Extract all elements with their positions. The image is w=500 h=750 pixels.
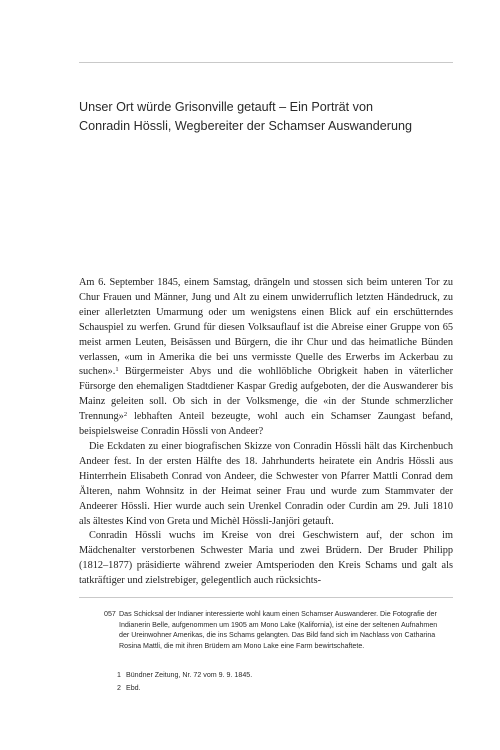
top-rule: [79, 62, 453, 63]
footnote-number: 2: [117, 683, 121, 692]
paragraph-1: [79, 276, 453, 440]
footnote-1: [117, 669, 447, 682]
paragraph-3: Conradin Hössli wuchs im Kreise von drei Geschwistern auf, der schon im Mädchenalter verstorbenen Schwester Maria und zwei Brüdern. Der Bruder Philipp (1812–1877) präsidierte während zweier Amtsperioden den Kreis Schams und galt als tatkräftiger und zielstrebiger, gelegentlich auch rücksichts-: [79, 530, 453, 587]
paragraph-1-part-a: Am 6. September 1845, einem Samstag, drängeln und stossen sich beim unteren Tor zu Chur Frauen und Männer, Jung und Alt zu einem unwiderruflich letzten Händedruck, zu einer allerletzten Umarmung oder um wenigstens einen Blick auf ein erschütterndes Schauspiel zu werfen. Grund für diesen Volksauflauf ist die Abreise einer Gruppe von 65 meist armen Leuten, Beisässen und Bürgern, die ihr Chur und das heimatliche Bünden verlassen, «um in Amerika die bei uns vermisste Quelle des Erwerbs im Ackerbau zu suchen».: [79, 277, 453, 378]
caption-text: [119, 609, 449, 651]
chapter-title: Unser Ort würde Grisonville getauft – Ein Porträt von Conradin Hössli, Wegbereiter der Schamser Auswanderung: [79, 100, 412, 133]
footnote-ref-1: 1: [115, 366, 119, 374]
body-text: [79, 276, 453, 589]
footnote-ref-2: 2: [123, 411, 128, 419]
caption-line-1: Das Schicksal der Indianer interessierte wohl kaum einen Schamser Auswanderer. Die: [119, 610, 391, 618]
footnote-text: Bündner Zeitung, Nr. 72 vom 9. 9. 1845.: [126, 671, 253, 679]
image-caption: [104, 609, 449, 651]
caption-number: 057: [104, 610, 116, 618]
footnote-text: Ebd.: [126, 683, 141, 692]
footnote-2: [117, 682, 447, 695]
paragraph-1-part-b: Bürgermeister Abys und die wohllöbliche Obrigkeit haben in väterlicher Fürsorge den ehemaligen Stadtdiener Kaspar Gredig aufgeboten, der die Auswanderer bis Mainz geleiten soll. Ob sich in der Volksmenge, die «in der Stunde schmerzlicher Trennung»: [79, 366, 453, 423]
caption-rest: Fotografie der Indianerin Belle, aufgenommen um 1905 am Mono Lake (Kalifornia), ist eine der seltenen Aufnahmen der Ureinwohner Amerikas, die ins Schams gelangten. Das Bild fand sich im Nachlass von Catharina Rosina Mattli, die mit ihren Brüdern am Mono Lake eine Farm bewirtschaftete.: [119, 610, 438, 650]
paragraph-2: Die Eckdaten zu einer biografischen Skizze von Conradin Hössli hält das Kirchenbuch Andeer fest. In der ersten Hälfte des 18. Jahrhunderts heiratete ein Andris Hössli aus Hinterrhein Elisabeth Conrad von Andeer, die Schwester von Pfarrer Mattli Conrad dem Älteren, nahm Wohnsitz in der Heimat seiner Frau und wurde zum Stammvater der Andeerer Hössli. Hier wurde auch sein Urenkel Conradin oder Curdin am 29. Juli 1810 als ältestes Kind von Greta und Michèl Hössli-Janjöri getauft.: [79, 440, 453, 527]
footnotes: [117, 669, 447, 694]
footnote-number: 1: [117, 671, 121, 679]
paragraph-1-part-c: lebhaften Anteil bezeugte, wohl auch ein Schamser Zaungast befand, beispielsweise Conradin Hössli von Andeer?: [79, 411, 453, 438]
footnote-rule: [79, 597, 453, 598]
